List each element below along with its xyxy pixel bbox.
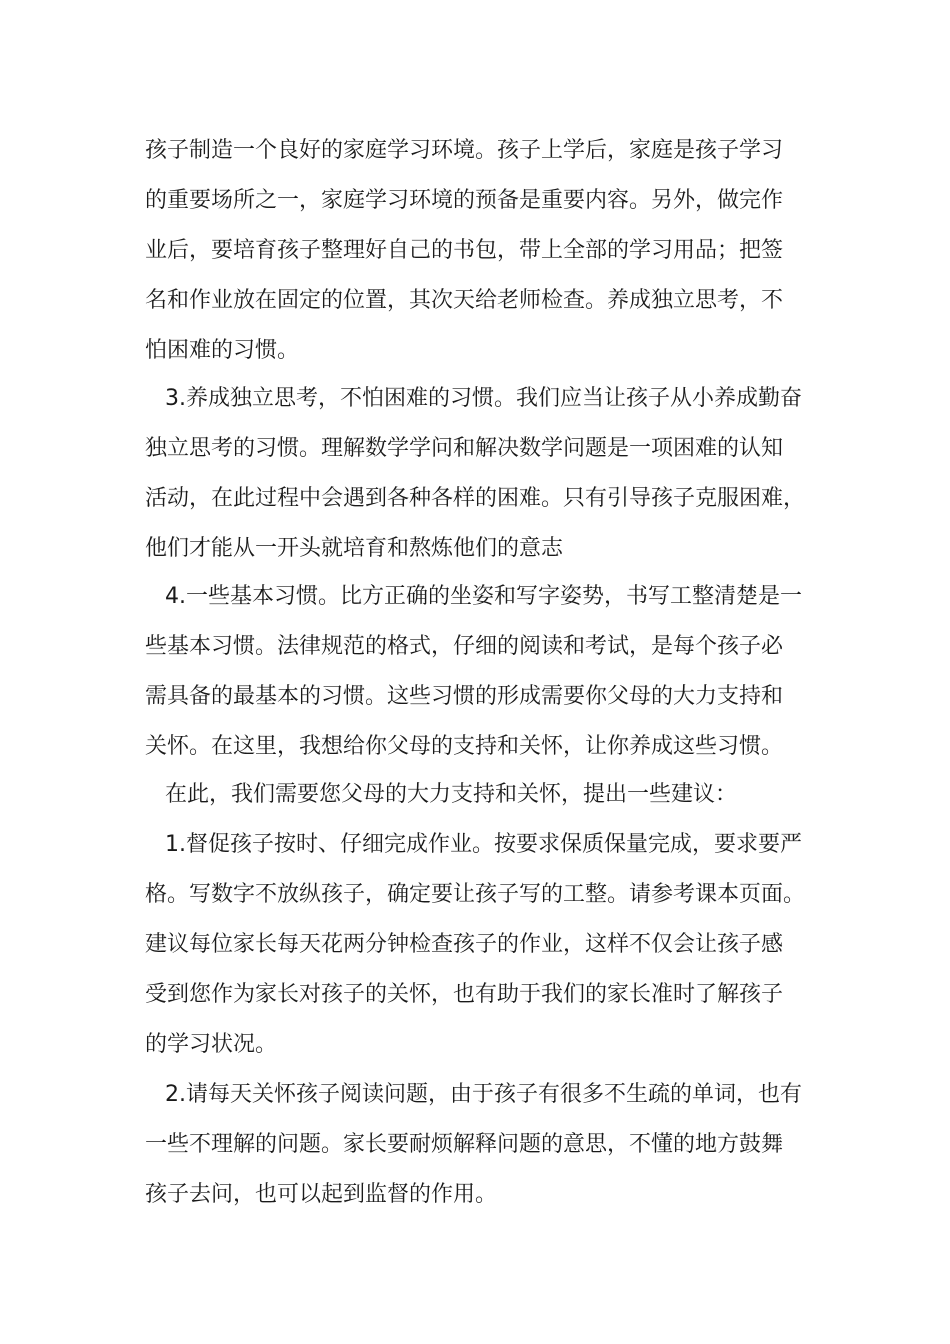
paragraph-heading-3: 3.养成独立思考，不怕困难的习惯。我们应当让孩子从小养成勤奋 xyxy=(165,386,802,411)
text-line: 建议每位家长每天花两分钟检查孩子的作业，这样不仅会让孩子感 xyxy=(145,932,784,957)
text-line: 格。写数字不放纵孩子，确定要让孩子写的工整。请参考课本页面。 xyxy=(145,882,806,907)
text-line: 孩子制造一个良好的家庭学习环境。孩子上学后，家庭是孩子学习 xyxy=(145,138,784,163)
text-line: 活动，在此过程中会遇到各种各样的困难。只有引导孩子克服困难， xyxy=(145,486,806,511)
text-line: 一些不理解的问题。家长要耐烦解释问题的意思，不懂的地方鼓舞 xyxy=(145,1132,784,1157)
text-line: 需具备的最基本的习惯。这些习惯的形成需要你父母的大力支持和 xyxy=(145,684,784,709)
suggestions-intro: 在此，我们需要您父母的大力支持和关怀，提出一些建议： xyxy=(165,782,738,807)
suggestion-1: 1.督促孩子按时、仔细完成作业。按要求保质保量完成，要求要严 xyxy=(165,832,802,857)
text-line: 些基本习惯。法律规范的格式，仔细的阅读和考试，是每个孩子必 xyxy=(145,634,784,659)
text-line: 他们才能从一开头就培育和熬炼他们的意志 xyxy=(145,536,564,561)
text-line: 的学习状况。 xyxy=(145,1032,278,1057)
text-line: 怕困难的习惯。 xyxy=(145,338,300,363)
text-line: 的重要场所之一，家庭学习环境的预备是重要内容。另外，做完作 xyxy=(145,188,784,213)
paragraph-heading-4: 4.一些基本习惯。比方正确的坐姿和写字姿势，书写工整清楚是一 xyxy=(165,584,802,609)
text-line: 关怀。在这里，我想给你父母的支持和关怀，让你养成这些习惯。 xyxy=(145,734,784,759)
text-line: 孩子去问，也可以起到监督的作用。 xyxy=(145,1182,498,1207)
text-line: 业后，要培育孩子整理好自己的书包，带上全部的学习用品；把签 xyxy=(145,238,784,263)
suggestion-2: 2.请每天关怀孩子阅读问题，由于孩子有很多不生疏的单词，也有 xyxy=(165,1082,802,1107)
text-line: 独立思考的习惯。理解数学学问和解决数学问题是一项困难的认知 xyxy=(145,436,784,461)
text-line: 名和作业放在固定的位置，其次天给老师检查。养成独立思考，不 xyxy=(145,288,784,313)
text-line: 受到您作为家长对孩子的关怀，也有助于我们的家长准时了解孩子 xyxy=(145,982,784,1007)
